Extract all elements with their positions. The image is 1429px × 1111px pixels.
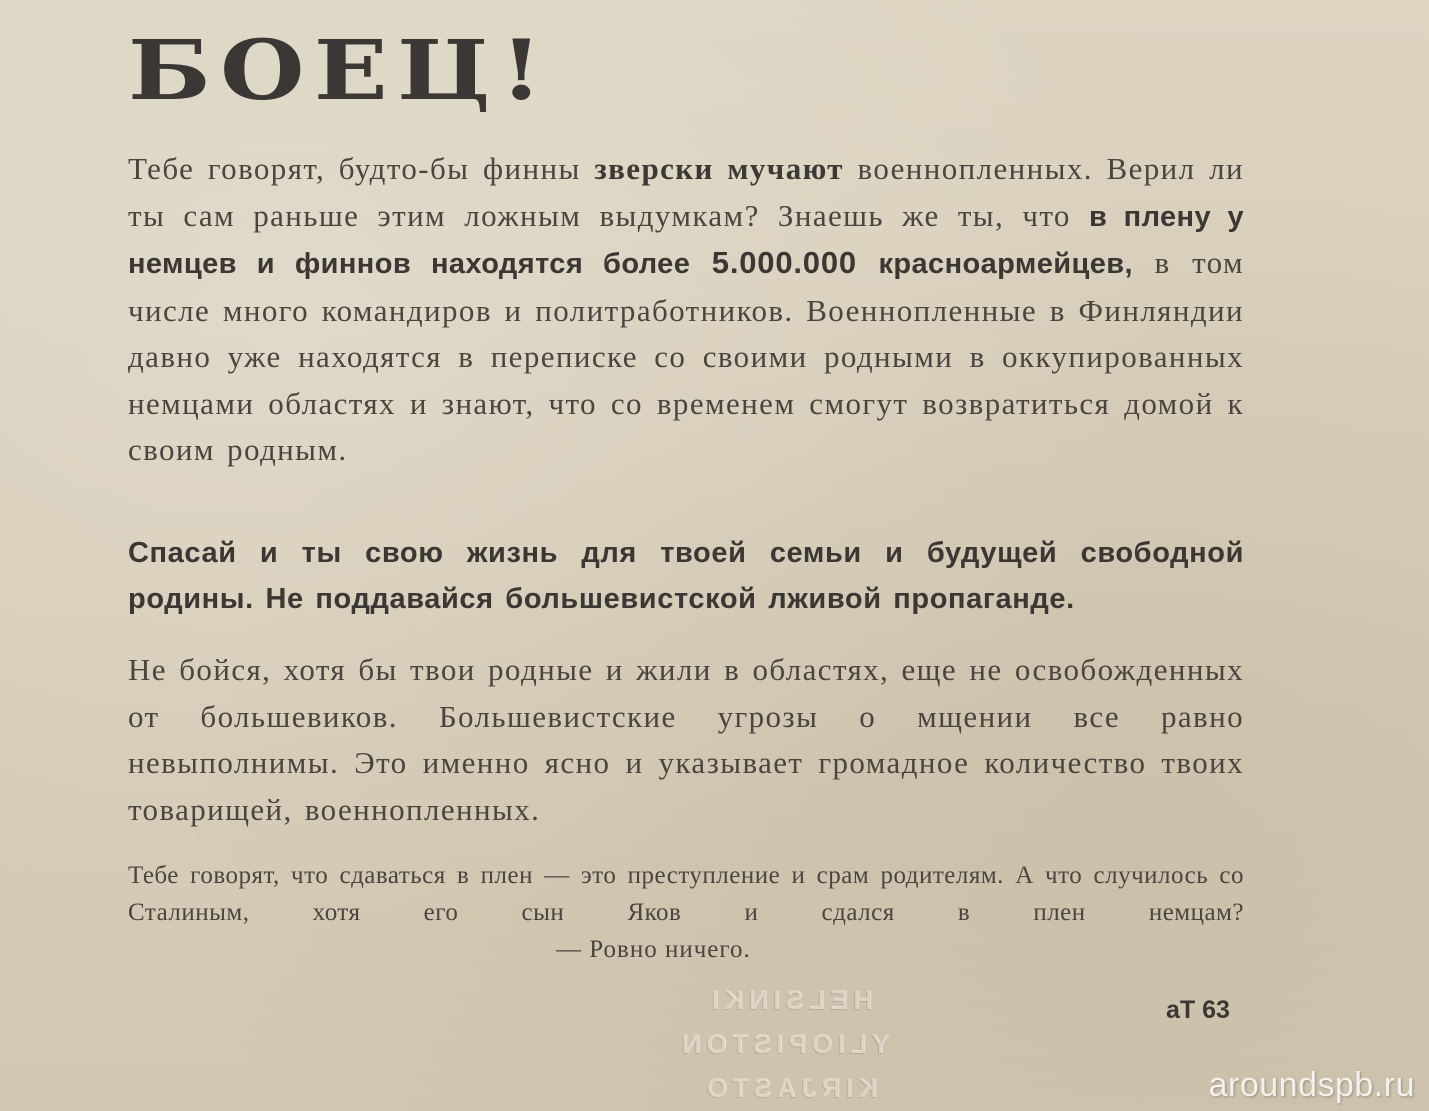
paragraph-2: Спасай и ты свою жизнь для твоей семьи и будущей свободной родины. Не поддавайся большевистской лживой пропаганде. [128,537,1244,615]
p1-bold-a: зверски мучают [594,151,844,186]
leaflet-title: БОЕЦ! [128,23,552,119]
stamp-line-3: KIRJASTO [701,1073,879,1103]
p4-line-1: Тебе говорят, что сдаваться в плен — это преступление и срам родителям. [128,862,1004,889]
p4-line-2: А что случилось со Сталиным, хотя его сын Яков и сдался в плен немцам? [128,862,1244,926]
stamp-line-2: YLIOPISTON [676,1029,890,1059]
p1-text-b: военнопленных. Верил ли ты сам раньше этим ложным выдумкам? Знаешь же ты, что [128,151,1244,233]
p1-bold-c: красноармейцев, [878,248,1133,280]
paragraph-4-ending: — Ровно ничего. [556,936,751,963]
p1-bold-b: в плену у немцев и финнов находятся более [128,200,1245,280]
paragraph-4 [128,857,1244,931]
p1-number: 5.000.000 [711,245,857,280]
leaflet-code: aT 63 [1166,996,1230,1024]
paragraph-1 [128,146,1244,474]
site-watermark: aroundspb.ru [1208,1066,1415,1104]
library-stamp [676,978,890,1110]
stamp-line-1: HELSINKI [707,985,874,1015]
p1-text-c: в том числе много командиров и политработников. Военнопленные в Финляндии давно уже находятся в переписке со своими родными в оккупированных немцами областях и знают, что со временем смогут возвратиться домой к своим родным. [128,245,1244,467]
paragraph-3: Не бойся, хотя бы твои родные и жили в областях, еще не освобожденных от большевиков. Большевистские угрозы о мщении все равно невыполнимы. Это именно ясно и указывает громадное количество твоих товарищей, военнопленных. [128,652,1244,827]
p1-text-a: Тебе говорят, будто-бы финны [128,151,595,186]
